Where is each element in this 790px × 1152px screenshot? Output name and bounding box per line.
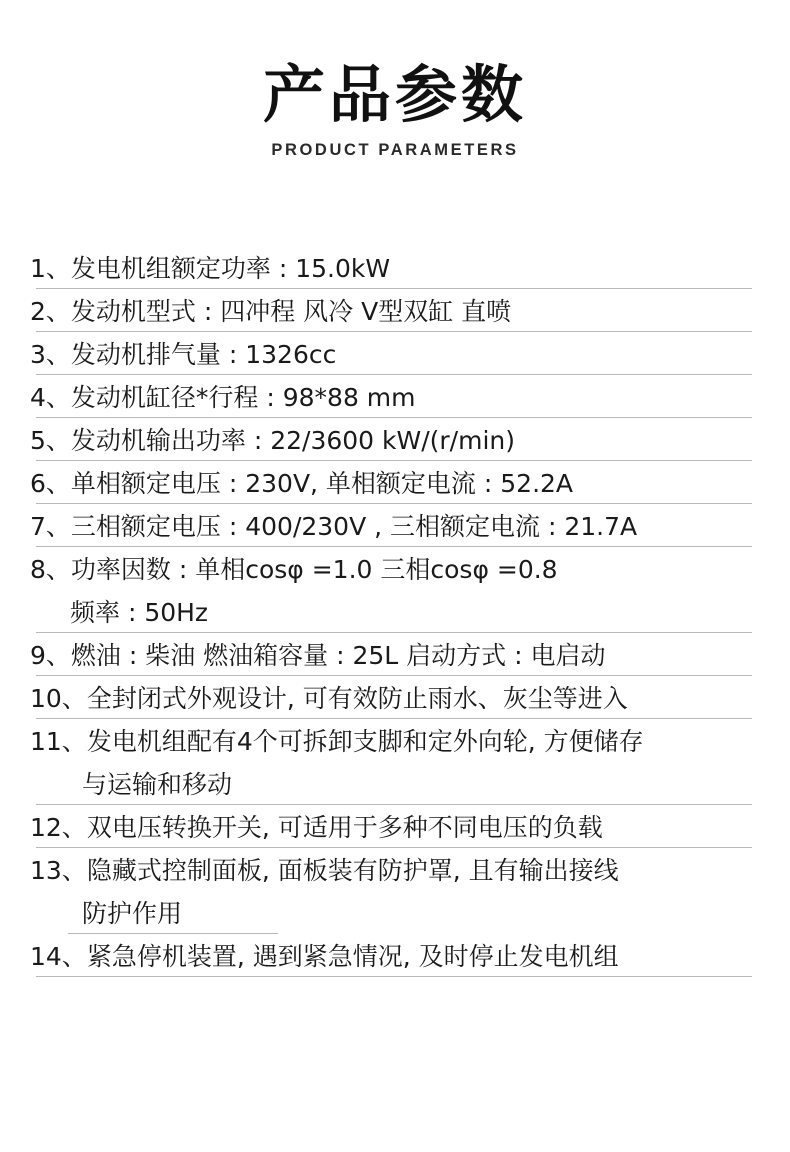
row-divider bbox=[36, 632, 752, 633]
list-item-text: 功率因数 : 单相cosφ =1.0 三相cosφ =0.8 bbox=[70, 555, 558, 584]
row-divider bbox=[36, 288, 752, 289]
list-item bbox=[30, 811, 760, 848]
list-item-text: 紧急停机装置, 遇到紧急情况, 及时停止发电机组 bbox=[86, 942, 619, 971]
list-item bbox=[30, 639, 760, 676]
list-item bbox=[30, 338, 760, 375]
row-divider bbox=[68, 933, 278, 934]
list-item bbox=[30, 295, 760, 332]
list-item-continuation bbox=[30, 768, 760, 805]
row-divider bbox=[36, 804, 752, 805]
list-item bbox=[30, 725, 760, 762]
list-item-number: 5、 bbox=[30, 426, 71, 455]
list-item-text: 三相额定电压 : 400/230V , 三相额定电流 : 21.7A bbox=[70, 512, 638, 541]
list-item-number: 4、 bbox=[30, 383, 71, 412]
list-item-number: 10、 bbox=[30, 684, 87, 713]
page-header bbox=[0, 0, 790, 160]
list-item bbox=[30, 424, 760, 461]
list-item-continuation bbox=[30, 596, 760, 633]
list-item bbox=[30, 252, 760, 289]
list-item-text: 与运输和移动 bbox=[82, 770, 233, 799]
list-item-text: 双电压转换开关, 可适用于多种不同电压的负载 bbox=[86, 813, 603, 842]
list-item-number: 8、 bbox=[30, 555, 71, 584]
row-divider bbox=[36, 847, 752, 848]
list-item-text: 燃油 : 柴油 燃油箱容量 : 25L 启动方式 : 电启动 bbox=[70, 641, 606, 670]
list-item-text: 发动机型式 : 四冲程 风冷 V型双缸 直喷 bbox=[70, 297, 512, 326]
list-item bbox=[30, 940, 760, 977]
list-item-number: 1、 bbox=[30, 254, 71, 283]
list-item-number: 11、 bbox=[30, 727, 87, 756]
specification-list bbox=[30, 252, 760, 983]
list-item bbox=[30, 682, 760, 719]
list-item bbox=[30, 467, 760, 504]
list-item-number: 13、 bbox=[30, 856, 87, 885]
row-divider bbox=[36, 417, 752, 418]
list-item-text: 发动机输出功率 : 22/3600 kW/(r/min) bbox=[70, 426, 515, 455]
list-item-number: 2、 bbox=[30, 297, 71, 326]
row-divider bbox=[36, 546, 752, 547]
page-title: 产品参数 bbox=[262, 58, 527, 131]
list-item-text: 全封闭式外观设计, 可有效防止雨水、灰尘等进入 bbox=[86, 684, 628, 713]
row-divider bbox=[36, 331, 752, 332]
list-item-text: 发动机缸径*行程 : 98*88 mm bbox=[70, 383, 416, 412]
row-divider bbox=[36, 718, 752, 719]
list-item-text: 频率 : 50Hz bbox=[70, 598, 209, 627]
row-divider bbox=[36, 503, 752, 504]
row-divider bbox=[36, 460, 752, 461]
row-divider bbox=[36, 976, 752, 977]
list-item-number: 6、 bbox=[30, 469, 71, 498]
list-item-number: 7、 bbox=[30, 512, 71, 541]
list-item bbox=[30, 854, 760, 891]
list-item-number: 3、 bbox=[30, 340, 71, 369]
row-divider bbox=[36, 374, 752, 375]
list-item bbox=[30, 553, 760, 590]
list-item-text: 发电机组配有4个可拆卸支脚和定外向轮, 方便储存 bbox=[86, 727, 644, 756]
list-item bbox=[30, 381, 760, 418]
row-divider bbox=[36, 675, 752, 676]
list-item-number: 12、 bbox=[30, 813, 87, 842]
list-item-text: 单相额定电压 : 230V, 单相额定电流 : 52.2A bbox=[70, 469, 574, 498]
list-item bbox=[30, 510, 760, 547]
list-item-number: 9、 bbox=[30, 641, 71, 670]
list-item-number: 14、 bbox=[30, 942, 87, 971]
list-item-text: 发动机排气量 : 1326cc bbox=[70, 340, 337, 369]
page-subtitle: PRODUCT PARAMETERS bbox=[271, 141, 519, 160]
list-item-continuation bbox=[30, 897, 760, 934]
list-item-text: 隐藏式控制面板, 面板装有防护罩, 且有输出接线 bbox=[86, 856, 619, 885]
list-item-text: 发电机组额定功率 : 15.0kW bbox=[70, 254, 391, 283]
list-item-text: 防护作用 bbox=[82, 899, 183, 928]
